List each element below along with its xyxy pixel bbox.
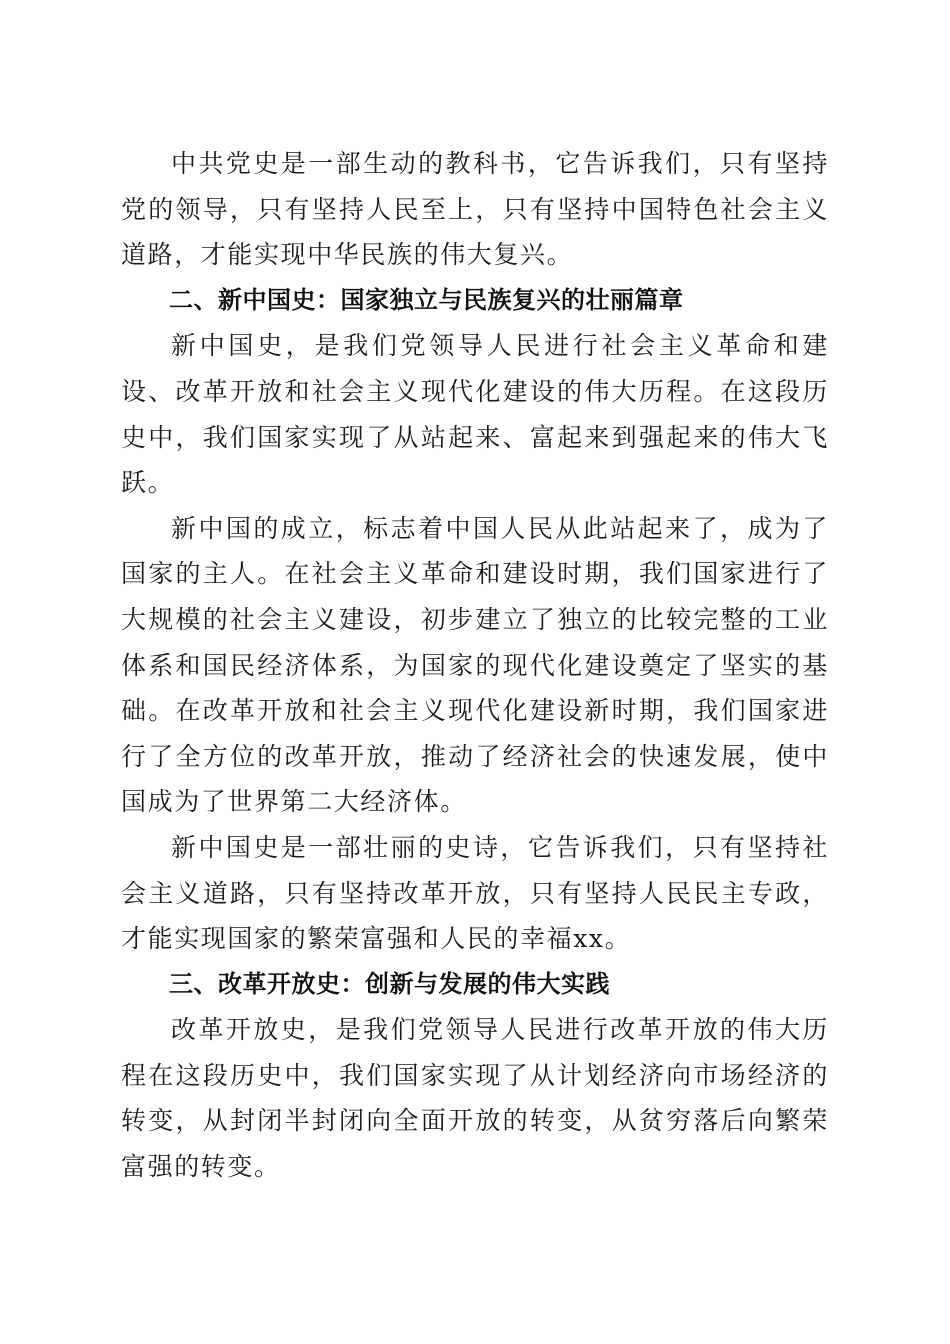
section-heading-new-china-history: 二、新中国史：国家独立与民族复兴的壮丽篇章	[169, 285, 684, 314]
paragraph-reform-intro: 改革开放史，是我们党领导人民进行改革开放的伟大历程在这段历史中，我们国家实现了从计划经济向市场经济的转变，从封闭半封闭向全面开放的转变，从贫穷落后向繁荣富强的转变。	[121, 1015, 829, 1182]
paragraph-party-history-conclusion: 中共党史是一部生动的教科书，它告诉我们，只有坚持党的领导，只有坚持人民至上，只有坚持中国特色社会主义道路，才能实现中华民族的伟大复兴。	[121, 149, 829, 270]
section-heading-reform-history: 三、改革开放史：创新与发展的伟大实践	[169, 969, 610, 998]
document-body	[121, 141, 829, 1190]
paragraph-new-china-conclusion: 新中国史是一部壮丽的史诗，它告诉我们，只有坚持社会主义道路，只有坚持改革开放，只有坚持人民民主专政，才能实现国家的繁荣富强和人民的幸福xx。	[121, 832, 829, 954]
paragraph-new-china-intro: 新中国史，是我们党领导人民进行社会主义革命和建设、改革开放和社会主义现代化建设的伟大历程。在这段历史中，我们国家实现了从站起来、富起来到强起来的伟大飞跃。	[121, 331, 829, 498]
paragraph-new-china-founding: 新中国的成立，标志着中国人民从此站起来了，成为了国家的主人。在社会主义革命和建设时期，我们国家进行了大规模的社会主义建设，初步建立了独立的比较完整的工业体系和国民经济体系，为国家的现代化建设奠定了坚实的基础。在改革开放和社会主义现代化建设新时期，我们国家进行了全方位的改革开放，推动了经济社会的快速发展，使中国成为了世界第二大经济体。	[121, 513, 829, 817]
